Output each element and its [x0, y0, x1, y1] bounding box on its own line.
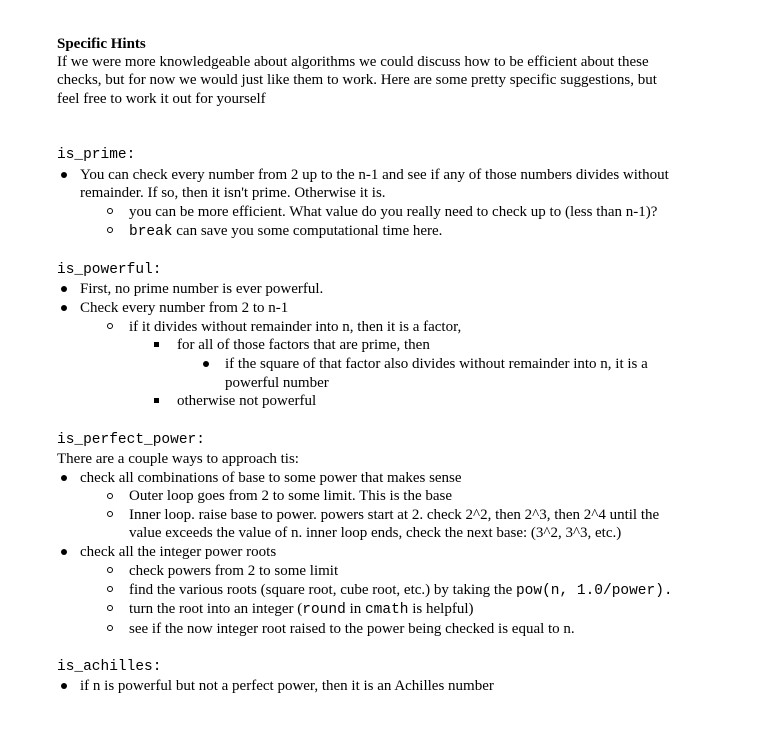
is-perfect-power-bullet-1: check all combinations of base to some power that makes sense — [80, 470, 462, 486]
is-perfect-power-sub-2-cont: value exceeds the value of n. inner loop ends, check the next base: (3^2, 3^3, etc.) — [129, 525, 622, 541]
bullet-disc-icon — [203, 361, 209, 367]
is-achilles-bullet-1: if n is powerful but not a perfect power, then it is an Achilles number — [80, 678, 494, 694]
intro-line-3: feel free to work it out for yourself — [57, 91, 266, 107]
is-powerful-sub-1: if it divides without remainder into n, then it is a factor, — [129, 319, 462, 335]
is-perfect-power-sub-4-text: find the various roots (square root, cube root, etc.) by taking the — [129, 582, 516, 598]
intro-line-2: checks, but for now we would just like them to work. Here are some pretty specific suggestions, but — [57, 72, 657, 88]
is-perfect-power-lead: There are a couple ways to approach tis: — [57, 451, 299, 467]
code-round: round — [302, 602, 346, 618]
is-powerful-heading: is_powerful: — [57, 262, 162, 278]
bullet-circle-icon — [107, 227, 113, 233]
bullet-circle-icon — [107, 208, 113, 214]
bullet-circle-icon — [107, 323, 113, 329]
code-cmath: cmath — [364, 602, 409, 618]
is-perfect-power-sub-2: Inner loop. raise base to power. powers start at 2. check 2^2, then 2^3, then 2^4 until the — [129, 507, 660, 523]
code-pow: pow(n, 1.0/power). — [515, 583, 673, 599]
is-prime-bullet-1: You can check every number from 2 up to the n-1 and see if any of those numbers divides without — [80, 167, 669, 183]
is-perfect-power-bullet-2: check all the integer power roots — [80, 544, 277, 560]
is-powerful-bullet-1: First, no prime number is ever powerful. — [80, 281, 324, 297]
is-perfect-power-sub-5-pre: turn the root into an integer ( — [129, 601, 303, 617]
is-achilles-heading: is_achilles: — [57, 659, 162, 675]
is-perfect-power-heading: is_perfect_power: — [57, 432, 205, 448]
section-title: Specific Hints — [57, 36, 146, 52]
is-perfect-power-sub-5-post: is helpful) — [408, 601, 474, 617]
bullet-disc-icon — [61, 549, 67, 555]
bullet-disc-icon — [61, 475, 67, 481]
bullet-square-icon — [154, 398, 159, 403]
bullet-disc-icon — [61, 683, 67, 689]
is-powerful-fourth-1-cont: powerful number — [225, 375, 329, 391]
is-prime-sub-2-text: can save you some computational time here. — [172, 223, 443, 239]
is-perfect-power-sub-1: Outer loop goes from 2 to some limit. This is the base — [129, 488, 453, 504]
is-prime-sub-2 — [129, 222, 442, 241]
is-powerful-third-1: for all of those factors that are prime, then — [177, 337, 430, 353]
bullet-square-icon — [154, 342, 159, 347]
is-prime-heading: is_prime: — [57, 147, 136, 163]
is-powerful-bullet-2: Check every number from 2 to n-1 — [80, 300, 289, 316]
is-perfect-power-sub-6: see if the now integer root raised to the power being checked is equal to n. — [129, 621, 575, 637]
is-powerful-third-2: otherwise not powerful — [177, 393, 317, 409]
is-perfect-power-sub-5-mid: in — [345, 601, 365, 617]
is-powerful-fourth-1: if the square of that factor also divides without remainder into n, it is a — [225, 356, 648, 372]
bullet-circle-icon — [107, 567, 113, 573]
bullet-disc-icon — [61, 172, 67, 178]
bullet-circle-icon — [107, 511, 113, 517]
is-perfect-power-sub-3: check powers from 2 to some limit — [129, 563, 339, 579]
intro-line-1: If we were more knowledgeable about algorithms we could discuss how to be efficient about these — [57, 54, 649, 70]
bullet-circle-icon — [107, 605, 113, 611]
is-prime-sub-1: you can be more efficient. What value do you really need to check up to (less than n-1)? — [129, 204, 658, 220]
bullet-disc-icon — [61, 286, 67, 292]
is-prime-bullet-1-cont: remainder. If so, then it isn't prime. Otherwise it is. — [80, 185, 386, 201]
is-perfect-power-sub-5 — [129, 600, 474, 619]
bullet-circle-icon — [107, 493, 113, 499]
code-break: break — [129, 224, 173, 240]
bullet-circle-icon — [107, 625, 113, 631]
bullet-disc-icon — [61, 305, 67, 311]
is-perfect-power-sub-4 — [129, 581, 673, 600]
bullet-circle-icon — [107, 586, 113, 592]
